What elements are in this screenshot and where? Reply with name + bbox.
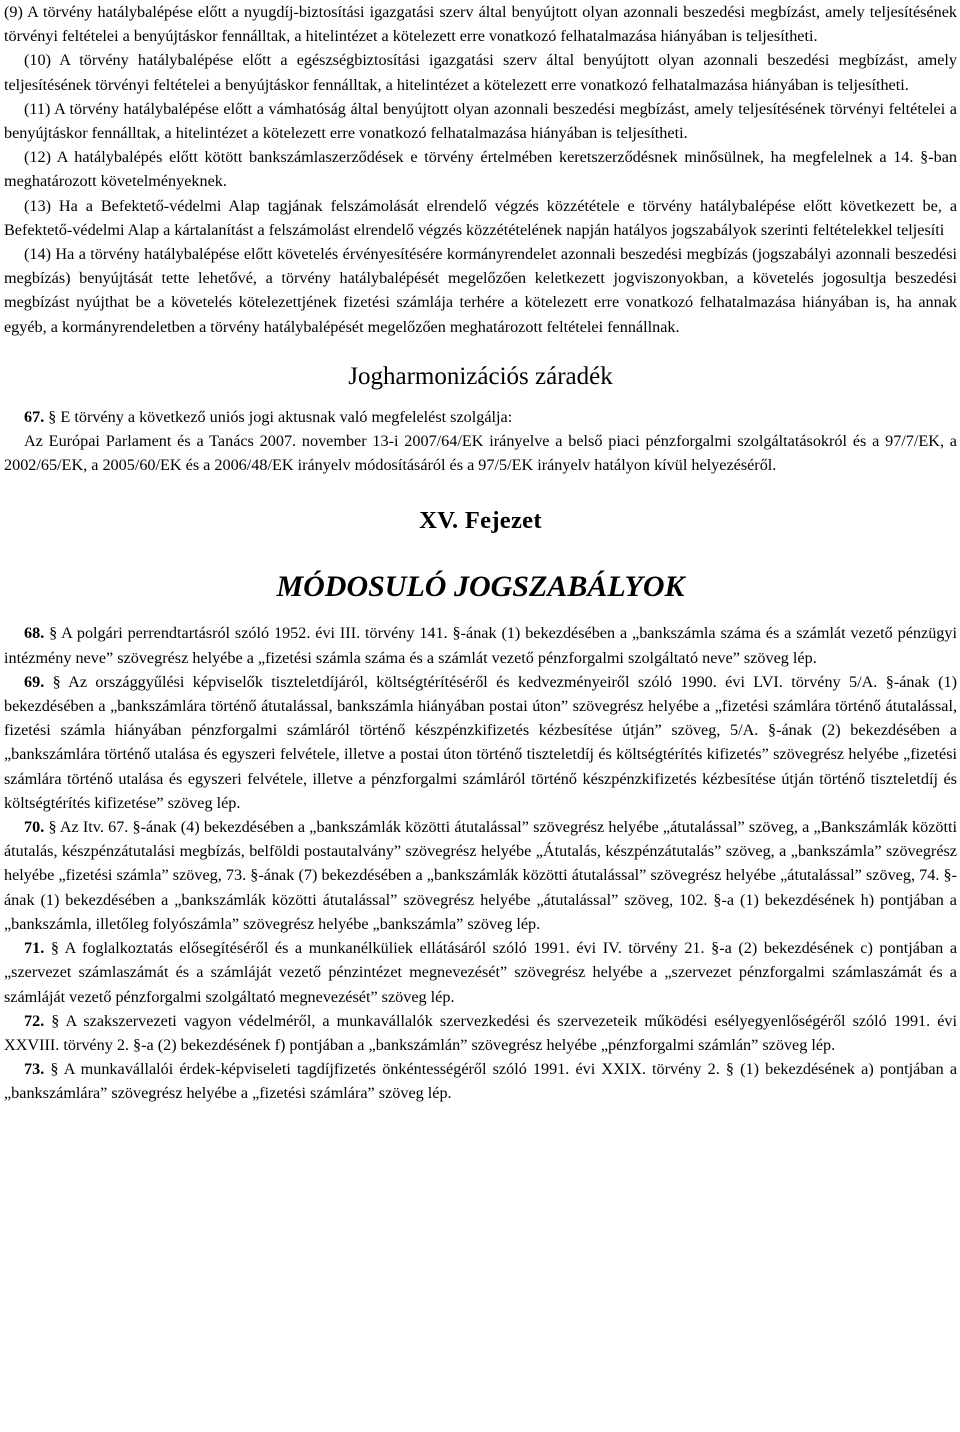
section-number: 69. (24, 672, 45, 691)
paragraph-9: (9) A törvény hatálybalépése előtt a nyugdíj-biztosítási igazgatási szerv által benyújtott olyan azonnali beszedési megbízást, amely teljesítésének törvényi feltételei a benyújtáskor fennálltak, a hitelintézet a kötelezett erre vonatkozó felhatalmazása hiányában is teljesítheti. (4, 3, 957, 46)
section-text: § A munkavállalói érdek-képviseleti tagdíjfizetés önkéntességéről szóló 1991. évi XXIX. törvény 2. § (1) bekezdésének a) pontjában a „bankszámlára” szövegrész helyébe a „fizetési számlára” szöveg lép. (4, 1060, 958, 1103)
section-text: § Az Itv. 67. §-ának (4) bekezdésében a „bankszámlák közötti átutalással” szövegrész helyébe „átutalással” szöveg, a „Bankszámlák közötti átutalás, készpénzátutalási megbízás, belföldi postautalvány” szövegrész helyébe „Átutalás, készpénzátutalás” szöveg, a „bankszámla” szövegrész helyébe „fizetési számla” szöveg, 73. §-ának (7) bekezdésében a „bankszámlák közötti átutalással” szövegrész helyébe „átutalással” szöveg, 74. §-ának (1) bekezdésében a „bankszámlák közötti átutalással” szövegrész helyébe „átutalással” szöveg, 102. §-a (1) bekezdésének h) pontjában a „bankszámla, illetőleg folyószámla” szövegrész helyébe „bankszámla” szöveg lép. (4, 818, 957, 933)
paragraph-12: (12) A hatálybalépés előtt kötött bankszámlaszerződések e törvény értelmében keretszerződésnek minősülnek, ha megfelelnek a 14. §-ban meghatározott követelményeknek. (4, 148, 957, 191)
section-number: 68. (24, 624, 45, 643)
section-text: § Az országgyűlési képviselők tiszteletdíjáról, költségtérítéséről és kedvezményeiről szóló 1990. évi LVI. törvény 5/A. §-ának (1) bekezdésében a „bankszámlára történő átutalással, bankszámla hiányában postai úton” szövegrész helyébe a „fizetési számlára történő átutalással, fizetési számla hiányában pénzforgalmi számláról történő készpénzkifizetés kézbesítése útján” szöveg, 5/A. §-ának (2) bekezdésében a „bankszámlára történő utalása és egyszeri felvétele, illetve a postai úton történő tiszteletdíj és költségtérítés kifizetés” szövegrész helyébe „fizetési számlára történő utalása és egyszeri felvétele, illetve a pénzforgalmi számláról történő készpénzkifizetés kézbesítése útján történő tiszteletdíj és költségtérítés kifizetése” szöveg lép. (4, 672, 958, 812)
section-69 (4, 670, 957, 815)
section-text: § A szakszervezeti vagyon védelméről, a munkavállalók szervezkedési és szervezeteik működési esélyegyenlőségéről szóló 1991. évi XXVIII. törvény 2. §-a (2) bekezdésének f) pontjában a „bankszámlán” szövegrész helyébe „pénzforgalmi számlán” szöveg lép. (4, 1011, 958, 1054)
section-number: 70. (24, 818, 45, 837)
clause-heading: Jogharmonizációs záradék (348, 362, 613, 390)
section-number: 73. (24, 1060, 45, 1079)
section-67-intro (4, 405, 957, 429)
chapter-heading: XV. Fejezet (419, 507, 542, 535)
section-text: § A foglalkoztatás elősegítéséről és a munkanélküliek ellátásáról szóló 1991. évi IV. törvény 21. §-a (2) bekezdésének c) pontjában a „szervezet számlaszámát és a számláját vezető pénzintézet megnevezését” szövegrész helyébe a „szervezet pénzforgalmi számlaszámát és a számláját vezető pénzforgalmi szolgáltató megnevezését” szöveg lép. (4, 939, 958, 1006)
paragraph-13: (13) Ha a Befektető-védelmi Alap tagjának felszámolását elrendelő végzés közzététele e törvény hatálybalépése előtt következett be, a Befektető-védelmi Alap a kártalanítást a felszámolást elrendelő végzés közzétételének napján hatályos jogszabályok szerinti feltételekkel teljesíti (4, 196, 957, 239)
section-73 (4, 1057, 957, 1105)
section-text: § A polgári perrendtartásról szóló 1952. évi III. törvény 141. §-ának (1) bekezdésében a „bankszámla száma és a számlát vezető pénzügyi intézmény neve” szövegrész helyébe a „fizetési számla száma és a számlát vezető pénzforgalmi szolgáltató neve” szöveg lép. (4, 624, 957, 667)
section-72 (4, 1009, 957, 1057)
section-number: 71. (24, 939, 45, 958)
section-number: 72. (24, 1011, 45, 1030)
paragraph-14: (14) Ha a törvény hatálybalépése előtt követelés érvényesítésére kormányrendelet azonnali beszedési megbízás (jogszabályi azonnali beszedési megbízás) benyújtását tette lehetővé, a törvény hatálybalépését megelőzően keletkezett jogviszonyokban, a követelés jogosultja beszedési megbízást nyújthat be a követelés kötelezettjének fizetési számlája terhére a kötelezett erre vonatkozó felhatalmazása hiányában is, ha annak egyéb, a kormányrendeletben a törvény hatálybalépését megelőzően meghatározott feltételei fennállnak. (4, 245, 957, 336)
section-number: 67. (24, 407, 45, 426)
section-68 (4, 621, 957, 669)
section-71 (4, 936, 957, 1009)
section-67-directive: Az Európai Parlament és a Tanács 2007. november 13-i 2007/64/EK irányelve a belső piaci pénzforgalmi szolgáltatásokról és a 97/7/EK, a 2002/65/EK, a 2005/60/EK és a 2006/48/EK irányelv módosításáról és a 97/5/EK irányelv hatályon kívül helyezéséről. (4, 432, 957, 475)
part-heading: MÓDOSULÓ JOGSZABÁLYOK (276, 570, 685, 604)
section-67-text: § E törvény a következő uniós jogi aktusnak való megfelelést szolgálja: (48, 407, 513, 426)
paragraph-10: (10) A törvény hatálybalépése előtt a egészségbiztosítási igazgatási szerv által benyújtott olyan azonnali beszedési megbízást, amely teljesítésének törvényi feltételei a benyújtáskor fennálltak, a hitelintézet a kötelezett erre vonatkozó felhatalmazása hiányában is teljesítheti. (4, 51, 957, 94)
paragraph-11: (11) A törvény hatálybalépése előtt a vámhatóság által benyújtott olyan azonnali beszedési megbízást, amely teljesítésének törvényi feltételei a benyújtáskor fennálltak, a hitelintézet a kötelezett erre vonatkozó felhatalmazása hiányában is teljesítheti. (4, 99, 957, 143)
section-70 (4, 815, 957, 936)
